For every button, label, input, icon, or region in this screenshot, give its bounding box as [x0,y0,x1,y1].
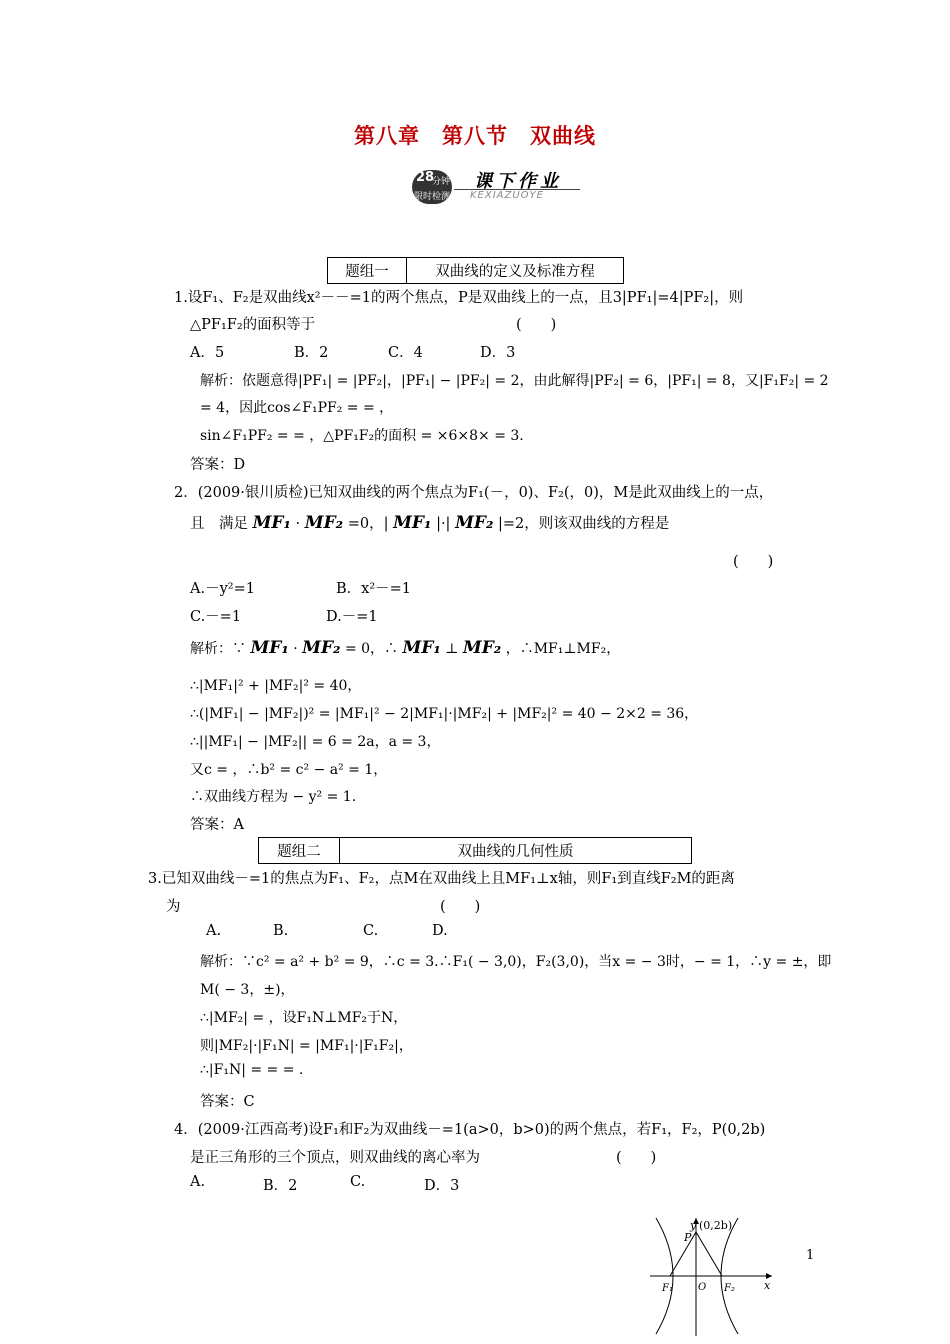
q2-vec2-abs: MF₂ [455,513,494,533]
q2-answer: 答案：A [190,817,244,833]
q4-line2: 是正三角形的三个顶点，则双曲线的离心率为 [190,1150,480,1166]
q2-sol1b: = 0，∴ [344,641,399,657]
homework-badge [408,166,583,208]
origin-label: O [698,1282,707,1293]
q2-option-c: C.－=1 [190,609,242,625]
q2-sol-vec2b: MF₂ [462,638,502,658]
q2-sol-vec1: MF₁ [250,638,289,658]
q3-solution-3: ∴|MF₂| = ，设F₁N⊥MF₂于N， [200,1010,408,1026]
q2-option-b: B．x²－=1 [336,581,412,597]
q2-solution-5: 又c = ，∴b² = c² − a² = 1， [190,762,388,778]
q1-solution-1: 解析：依题意得|PF₁| = |PF₂|，|PF₁| − |PF₂| = 2，由此解得|PF₂| = 6，|PF₁| = 8，又|F₁F₂| = 2 [200,373,829,389]
q2-solution-1 [190,638,620,658]
q2-sol-vec1b: MF₁ [402,638,441,658]
q1-solution-3: sin∠F₁PF₂ = = ，△PF₁F₂的面积 = ×6×8× = 3. [200,428,524,444]
q4-option-c: C. [350,1174,366,1190]
q1-option-a: A．5 [190,345,225,361]
q2-sol1d: ，∴MF₁⊥MF₂， [505,641,621,657]
f2-label: F₂ [724,1283,735,1294]
q2-line2a: 且 满足 [190,516,248,532]
group-two-label: 题组二 [259,838,340,864]
q3-line2: 为 [166,899,181,915]
f1-label: F₁ [662,1283,673,1294]
q2-sol-dot: · [288,641,303,657]
q2-dot: · [290,516,305,532]
page-number: 1 [806,1248,815,1263]
q2-sol-vec2: MF₂ [302,638,341,658]
triangle-right-side [696,1232,722,1276]
badge-bottom-text: 限时检测 [414,192,451,202]
q4-option-a: A. [190,1174,206,1190]
q2-vec2: MF₂ [304,513,344,533]
page-title: 第八章 第八节 双曲线 [354,124,596,148]
q4-option-d: D．3 [424,1178,460,1194]
q2-vec1: MF₁ [252,513,291,533]
y-axis-label: y [690,1219,697,1232]
q4-option-b: B．2 [263,1178,298,1194]
q3-solution-5: ∴|F₁N| = = = . [200,1062,304,1078]
q3-solution-4: 则|MF₂|·|F₁N| = |MF₁|·|F₁F₂|， [200,1038,413,1054]
q2-line2d: |=2，则该双曲线的方程是 [498,516,670,532]
q1-option-b: B．2 [294,345,329,361]
q3-solution-2: M( − 3，±)， [200,982,295,998]
q2-option-a: A.－y²=1 [190,581,255,597]
q4-line1: 4．(2009·江西高考)设F₁和F₂为双曲线－=1(a>0，b>0)的两个焦点，若F₁，F₂，P(0,2b) [174,1122,766,1138]
q1-solution-2: = 4，因此cos∠F₁PF₂ = = ， [200,400,394,416]
group-one-label: 题组一 [328,258,407,284]
point-p-label: P [684,1231,692,1244]
q2-line2 [190,512,669,533]
q2-solution-4: ∴||MF₁| − |MF₂|| = 6 = 2a，a = 3， [190,734,441,750]
point-coordinate-label: (0,2b) [699,1219,733,1232]
q2-solution-3: ∴(|MF₁| − |MF₂|)² = |MF₁|² − 2|MF₁|·|MF₂| + |MF₂|² = 40 − 2×2 = 36， [190,706,699,722]
q2-sol1a: 解析：∵ [190,641,246,657]
q1-option-c: C．4 [388,345,423,361]
q3-option-c: C. [363,923,379,939]
q2-vec1-abs: MF₁ [393,513,432,533]
q1-paren: ( ) [516,317,557,333]
group-two-topic: 双曲线的几何性质 [340,838,692,864]
q3-solution-1: 解析：∵c² = a² + b² = 9，∴c = 3.∴F₁( − 3,0)，F₂(3,0)，当x = − 3时，− = 1，∴y = ±，即 [200,954,832,970]
q3-option-b: B. [273,923,289,939]
group-two-table [258,837,692,864]
q3-paren: ( ) [440,899,481,915]
q2-line1: 2．(2009·银川质检)已知双曲线的两个焦点为F₁(－，0)、F₂(，0)，M是此双曲线上的一点， [174,485,774,501]
q1-option-d: D．3 [480,345,516,361]
hyperbola-figure [640,1216,780,1340]
badge-number: 28 [416,170,435,185]
q2-line2b: =0，| [347,516,389,532]
q3-line1: 3.已知双曲线－=1的焦点为F₁、F₂，点M在双曲线上且MF₁⊥x轴，则F₁到直线F₂M的距离 [148,871,735,887]
q1-answer: 答案：D [190,457,246,473]
badge-main-text: 课下作业 [474,171,562,192]
q3-option-a: A. [206,923,222,939]
group-one-topic: 双曲线的定义及标准方程 [407,258,624,284]
q2-solution-2: ∴|MF₁|² + |MF₂|² = 40， [190,678,362,694]
badge-sub-text: KEXIAZUOYE [470,190,544,201]
q1-line1: 1.设F₁、F₂是双曲线x²－－=1的两个焦点，P是双曲线上的一点，且3|PF₁|=4|PF₂|，则 [174,290,744,306]
triangle-left-side [670,1232,696,1276]
q2-option-d: D.－=1 [326,609,378,625]
q4-paren: ( ) [616,1150,657,1166]
q3-answer: 答案：C [200,1094,255,1110]
group-one-table [327,257,624,284]
x-axis-label: x [764,1279,771,1292]
q1-line2: △PF₁F₂的面积等于 [190,317,316,333]
q2-paren: ( ) [733,554,774,570]
q2-solution-6: ∴双曲线方程为 − y² = 1. [190,789,357,805]
badge-top-text: 分钟 [432,177,451,187]
q2-sol1c: ⊥ [445,641,459,657]
q2-line2c: |·| [436,516,451,532]
q3-option-d: D. [432,923,448,939]
